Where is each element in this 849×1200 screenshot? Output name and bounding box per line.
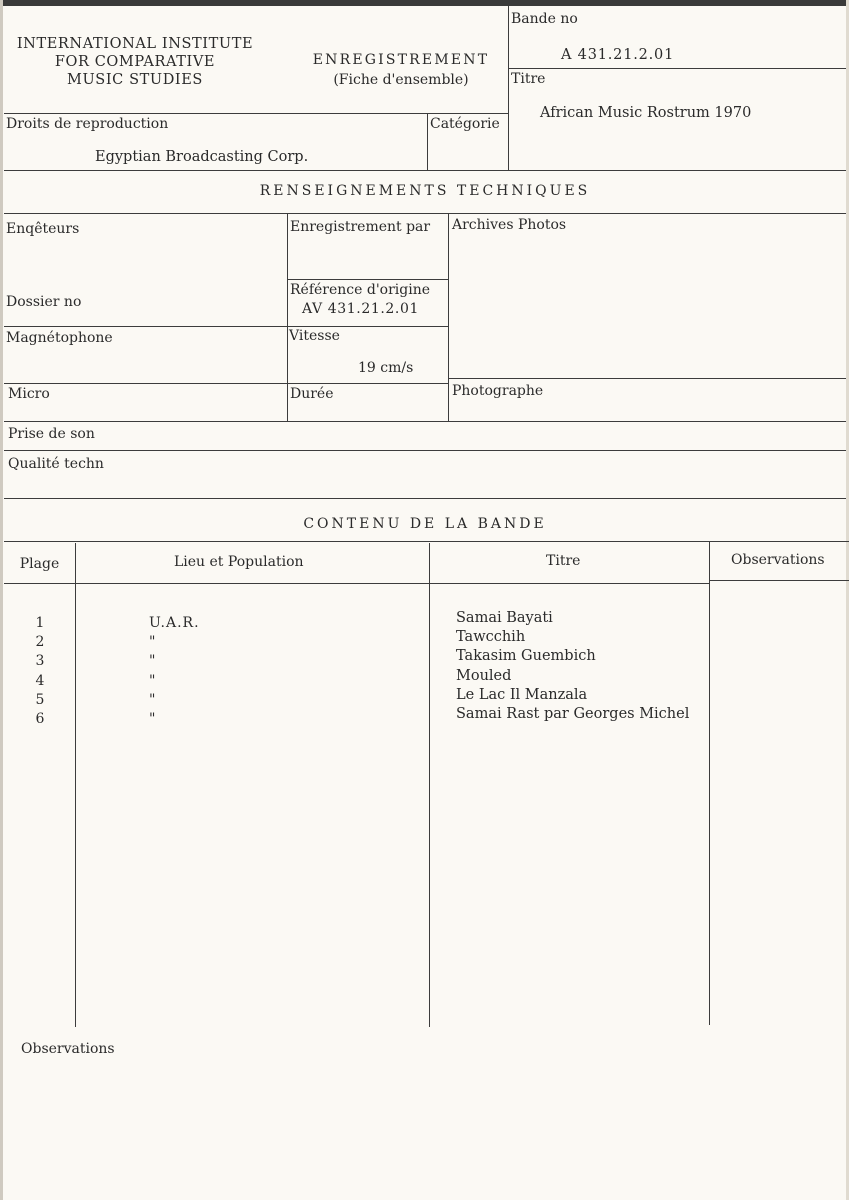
table-row-titre: Mouled <box>456 667 512 684</box>
content-header-top-line <box>4 541 849 542</box>
table-row-lieu: U.A.R. <box>149 615 200 631</box>
bande-titre-divider <box>508 68 846 69</box>
header-left-bottom-line <box>4 113 508 114</box>
col-header-plage: Plage <box>19 556 60 572</box>
table-row-plage: 4 <box>35 672 45 689</box>
titre-label: Titre <box>511 71 546 87</box>
table-row-lieu: " <box>149 634 157 651</box>
header-divider-right <box>508 6 509 170</box>
col-header-titre: Titre <box>546 553 581 569</box>
table-row-lieu: " <box>149 672 157 689</box>
droits-value: Egyptian Broadcasting Corp. <box>95 149 309 165</box>
technical-bottom-line <box>4 498 846 499</box>
tech-col-divider-1 <box>287 213 288 422</box>
bande-label: Bande no <box>511 11 578 27</box>
prise-bottom-line <box>4 450 846 451</box>
lieu-column <box>149 614 269 729</box>
vitesse-label: Vitesse <box>289 328 340 344</box>
enregistrement-bottom-line <box>287 279 448 280</box>
categorie-divider <box>427 113 428 170</box>
institute-line-3: MUSIC STUDIES <box>67 72 203 88</box>
content-col-divider-1 <box>75 543 76 1027</box>
archives-bottom-line <box>448 378 846 379</box>
table-row-titre: Samai Rast par Georges Michel <box>456 706 690 723</box>
tech-col-divider-2 <box>448 213 449 422</box>
table-row-plage: 1 <box>35 615 45 631</box>
prise-de-son-label: Prise de son <box>8 426 95 442</box>
observations-header-bottom-line <box>709 580 849 581</box>
vitesse-value: 19 cm/s <box>358 360 414 376</box>
table-row-titre: Tawcchih <box>456 629 526 646</box>
micro-label: Micro <box>8 386 50 402</box>
magnetophone-bottom-line <box>4 383 448 384</box>
form-subtitle: (Fiche d'ensemble) <box>333 72 469 88</box>
content-header-bottom-line <box>4 583 709 584</box>
scan-top-edge <box>0 0 849 6</box>
content-col-divider-2 <box>429 543 430 1027</box>
categorie-label: Catégorie <box>430 116 500 132</box>
institute-line-2: FOR COMPARATIVE <box>54 54 216 70</box>
table-row-titre: Takasim Guembich <box>456 648 596 665</box>
reference-value: AV 431.21.2.01 <box>302 301 419 317</box>
technical-section-title: RENSEIGNEMENTS TECHNIQUES <box>259 183 591 199</box>
plage-column <box>30 614 50 729</box>
qualite-techn-label: Qualité techn <box>8 456 104 472</box>
technical-top-line <box>4 213 846 214</box>
enregistrement-label: Enregistrement par <box>290 219 431 235</box>
scan-left-edge <box>0 0 3 1200</box>
micro-bottom-line <box>4 421 846 422</box>
bande-value: A 431.21.2.01 <box>561 47 675 63</box>
table-row-titre: Le Lac Il Manzala <box>456 686 588 703</box>
table-row-plage: 3 <box>35 653 45 670</box>
table-row-lieu: " <box>149 653 157 670</box>
magnetophone-label: Magnétophone <box>6 330 113 346</box>
photographe-label: Photographe <box>452 383 544 399</box>
table-row-lieu: " <box>149 711 157 728</box>
dossier-label: Dossier no <box>6 294 82 310</box>
institute-line-1: INTERNATIONAL INSTITUTE <box>16 36 254 52</box>
table-row-lieu: " <box>149 691 157 708</box>
archives-photos-label: Archives Photos <box>452 217 567 233</box>
form-title: ENREGISTREMENT <box>312 52 490 68</box>
duree-label: Durée <box>290 386 334 402</box>
reference-label: Référence d'origine <box>290 282 431 298</box>
observations-footer-label: Observations <box>21 1041 115 1057</box>
dossier-bottom-line <box>4 326 448 327</box>
titre-column <box>456 609 718 724</box>
header-bottom-line <box>4 170 846 171</box>
content-section-title: CONTENU DE LA BANDE <box>303 516 547 532</box>
table-row-plage: 5 <box>35 691 45 708</box>
titre-value: African Music Rostrum 1970 <box>540 105 752 121</box>
table-row-plage: 6 <box>35 711 45 728</box>
col-header-observations: Observations <box>731 552 825 568</box>
table-row-plage: 2 <box>35 634 45 651</box>
droits-label: Droits de reproduction <box>6 116 169 132</box>
table-row-titre: Samai Bayati <box>456 610 553 626</box>
col-header-lieu: Lieu et Population <box>174 554 304 570</box>
enqueteurs-label: Enqêteurs <box>6 221 80 237</box>
